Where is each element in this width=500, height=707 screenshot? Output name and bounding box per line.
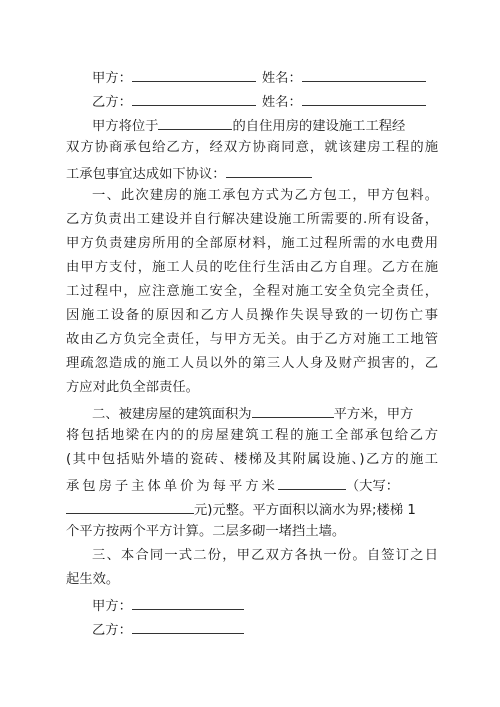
clause2-text-e: 元)元整。平方面积以滴水为界;楼梯 1: [194, 503, 416, 518]
intro-text-b: 的自住用房的建设施工工程经: [232, 119, 406, 134]
signature-a-line: [92, 594, 438, 614]
intro-text-a: 甲方将位于: [92, 119, 159, 134]
signature-a-blank[interactable]: [132, 594, 244, 610]
signature-a-label: 甲方：: [92, 599, 132, 614]
clause1-line-9: 方应对此负全部责任。: [66, 380, 199, 395]
clause1-line-1: 一、此次建房的施工承包方式为乙方包工，甲方包料。: [92, 188, 438, 203]
party-a-name-label: 姓名：: [261, 71, 302, 86]
signature-b-line: [92, 618, 438, 638]
party-b-label: 乙方：: [92, 95, 132, 110]
clause1-line-4: 由甲方支付，施工人员的吃住行生活由乙方自理。乙方在施: [66, 260, 438, 275]
clause2-line-1: [92, 402, 438, 422]
clause1-line-2: 乙方负责出工建设并自行解决建设施工所需要的.所有设备，: [66, 212, 438, 227]
party-a-blank[interactable]: [132, 66, 256, 82]
clause1-line-3: 甲方负责建房所用的全部原材料，施工过程所需的水电费用: [66, 236, 438, 251]
clause1-line-7: 故由乙方负完全责任，与甲方无关。由于乙方对施工工地管: [66, 332, 438, 347]
clause2-line-4: [66, 474, 438, 494]
clause2-text-b: 平方米，甲方: [333, 407, 414, 422]
clause1-line-8: 理疏忽造成的施工人员以外的第三人人身及财产损害的，乙: [66, 356, 438, 371]
intro-line-3: [66, 162, 438, 182]
clause3-line-1: 三、本合同一式二份，甲乙双方各执一份。自签订之日: [92, 548, 438, 563]
price-in-words-blank[interactable]: [66, 498, 194, 514]
signature-b-label: 乙方：: [92, 623, 132, 638]
party-a-line: [92, 66, 438, 86]
party-a-label: 甲方：: [92, 71, 132, 86]
intro-text-c: 工承包事宜达成如下协议：: [66, 167, 226, 182]
clause2-line-3: (其中包括贴外墙的瓷砖、楼梯及其附属设施、)乙方的施工: [66, 452, 438, 467]
party-b-name-label: 姓名：: [261, 95, 302, 110]
clause1-line-6: 因施工设备的原因和乙方人员操作失误导致的一切伤亡事: [66, 308, 438, 323]
signature-b-blank[interactable]: [132, 618, 244, 634]
clause2-text-d: （大写：: [345, 479, 400, 494]
unit-price-blank[interactable]: [278, 474, 346, 490]
clause3-line-2: 起生效。: [66, 572, 120, 587]
clause2-text-a: 二、被建房屋的建筑面积为: [92, 407, 252, 422]
agreement-blank[interactable]: [226, 162, 312, 178]
intro-line-1: [92, 114, 438, 134]
clause1-line-5: 工过程中，应注意施工安全，全程对施工安全负完全责任，: [66, 284, 438, 299]
clause2-text-c: 承包房子主体单价为每平方米: [66, 479, 278, 494]
area-blank[interactable]: [252, 402, 334, 418]
party-b-name-blank[interactable]: [302, 90, 426, 106]
party-a-name-blank[interactable]: [302, 66, 426, 82]
intro-line-2: 双方协商承包给乙方，经双方协商同意，就该建房工程的施: [66, 140, 438, 155]
clause2-line-2: 将包括地梁在内的的房屋建筑工程的施工全部承包给乙方: [66, 428, 438, 443]
party-b-line: [92, 90, 438, 110]
clause2-line-5: [66, 498, 438, 518]
clause2-line-6: 个平方按两个平方计算。二层多砌一堵挡土墙。: [66, 524, 346, 539]
location-blank[interactable]: [158, 114, 232, 130]
party-b-blank[interactable]: [132, 90, 256, 106]
